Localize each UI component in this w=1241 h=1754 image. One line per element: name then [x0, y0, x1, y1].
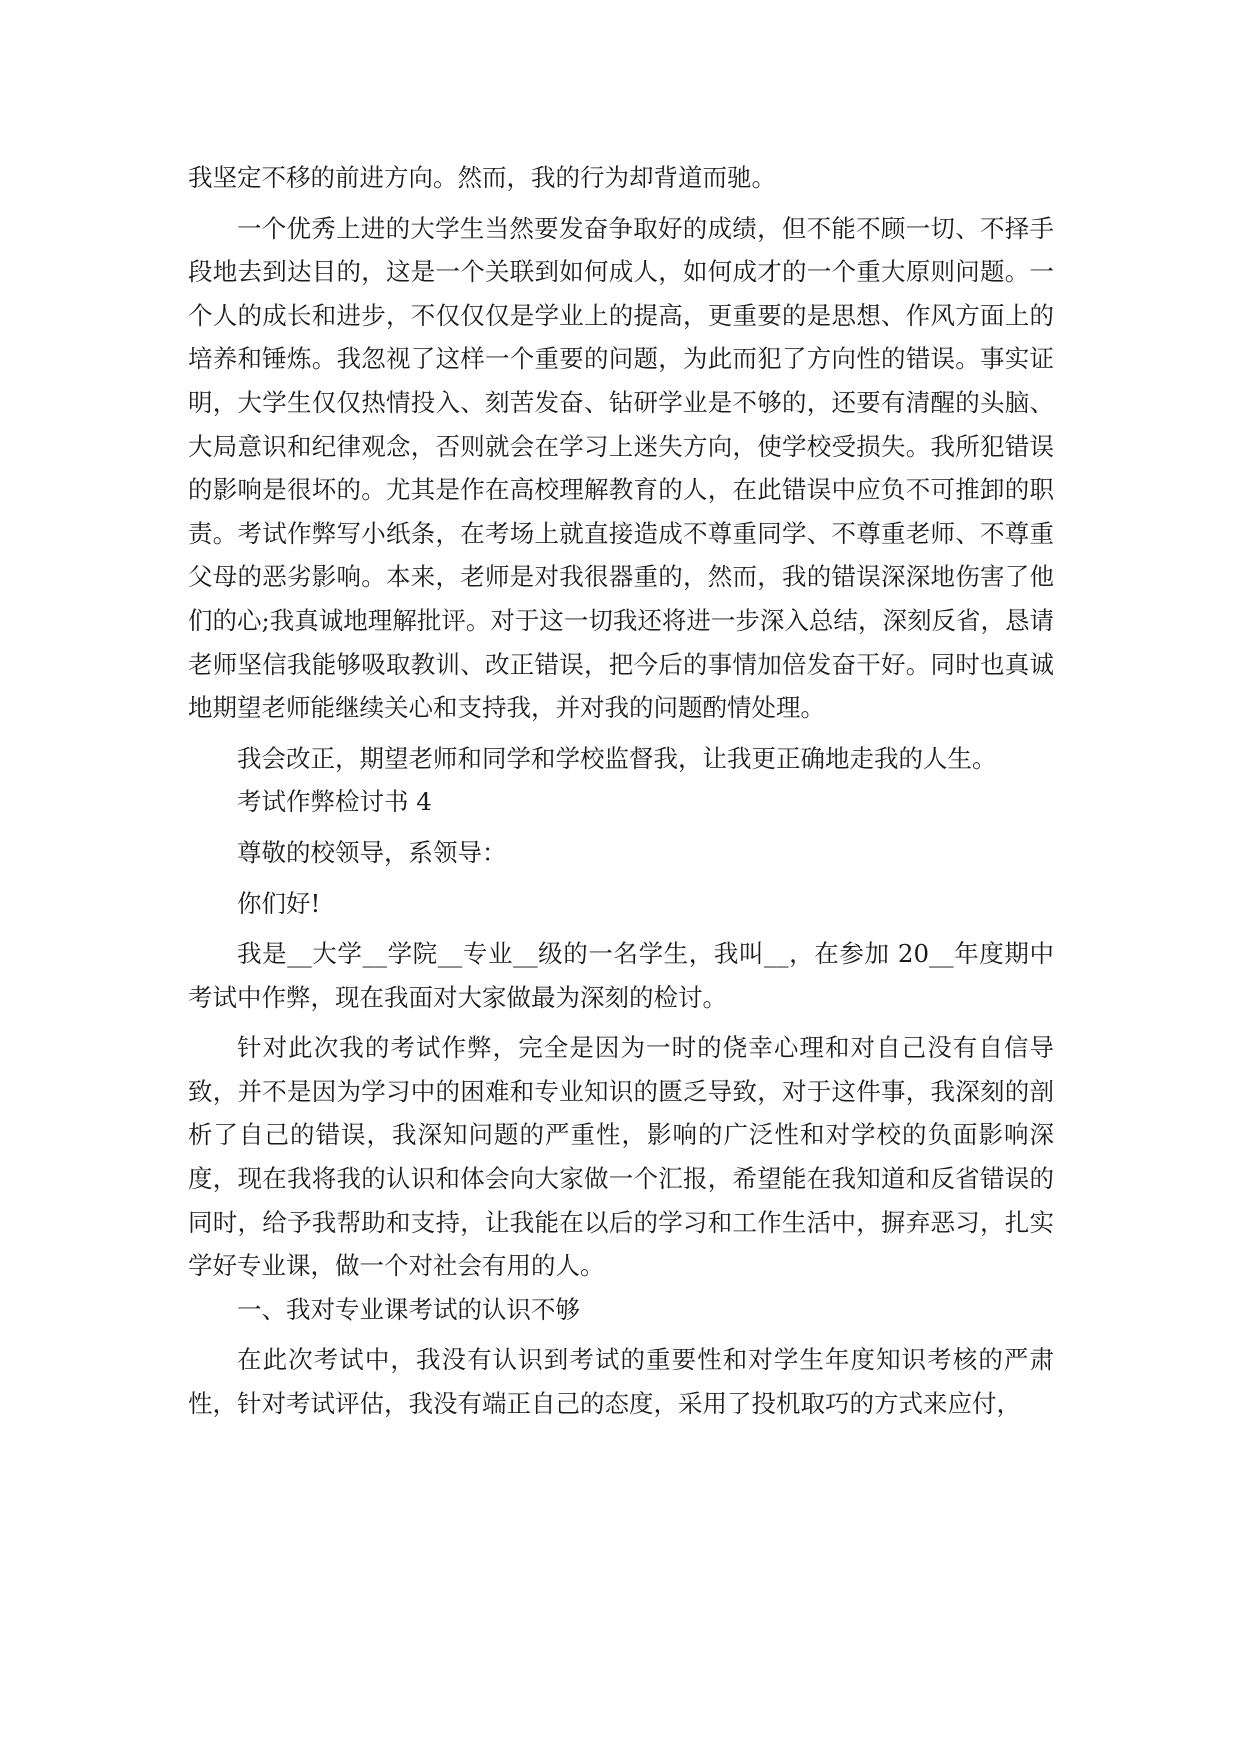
paragraph-promise: 我会改正，期望老师和同学和学校监督我，让我更正确地走我的人生。: [237, 743, 997, 773]
section-title: 考试作弊检讨书 4: [237, 787, 432, 817]
greeting: 你们好!: [237, 888, 321, 918]
document-body: [188, 156, 1054, 1426]
paragraph-reflection: 一个优秀上进的大学生当然要发奋争取好的成绩，但不能不顾一切、不择手段地去到达目的，这是一个关联到如何成人，如何成才的一个重大原则问题。一个人的成长和进步，不仅仅仅是学业上的提高，更重要的是思想、作风方面上的培养和锤炼。我忽视了这样一个重要的问题，为此而犯了方向性的错误。事实证明，大学生仅仅热情投入、刻苦发奋、钻研学业是不够的，还要有清醒的头脑、大局意识和纪律观念，否则就会在学习上迷失方向，使学校受损失。我所犯错误的影响是很坏的。尤其是作在高校理解教育的人，在此错误中应负不可推卸的职责。考试作弊写小纸条，在考场上就直接造成不尊重同学、不尊重老师、不尊重父母的恶劣影响。本来，老师是对我很器重的，然而，我的错误深深地伤害了他们的心;我真诚地理解批评。对于这一切我还将进一步深入总结，深刻反省，恳请老师坚信我能够吸取教训、改正错误，把今后的事情加倍发奋干好。同时也真诚地期望老师能继续关心和支持我，并对我的问题酌情处理。: [188, 213, 1054, 723]
paragraph-subsection-body: 在此次考试中，我没有认识到考试的重要性和对学生年度知识考核的严肃性，针对考试评估，我没有端正自己的态度，采用了投机取巧的方式来应付，: [188, 1345, 1054, 1419]
paragraph-introduction: 我是__大学__学院__专业__级的一名学生，我叫__，在参加 20__年度期中考试中作弊，现在我面对大家做最为深刻的检讨。: [188, 939, 1054, 1012]
subsection-heading: 一、我对专业课考试的认识不够: [237, 1294, 580, 1324]
paragraph-continuation: 我坚定不移的前进方向。然而，我的行为却背道而驰。: [188, 163, 776, 192]
paragraph-analysis: 针对此次我的考试作弊，完全是因为一时的侥幸心理和对自己没有自信导致，并不是因为学习中的困难和专业知识的匮乏导致，对于这件事，我深刻的剖析了自己的错误，我深知问题的严重性，影响的广泛性和对学校的负面影响深度，现在我将我的认识和体会向大家做一个汇报，希望能在我知道和反省错误的同时，给予我帮助和支持，让我能在以后的学习和工作生活中，摒弃恶习，扎实学好专业课，做一个对社会有用的人。: [188, 1033, 1054, 1281]
salutation: 尊敬的校领导，系领导：: [237, 837, 507, 867]
